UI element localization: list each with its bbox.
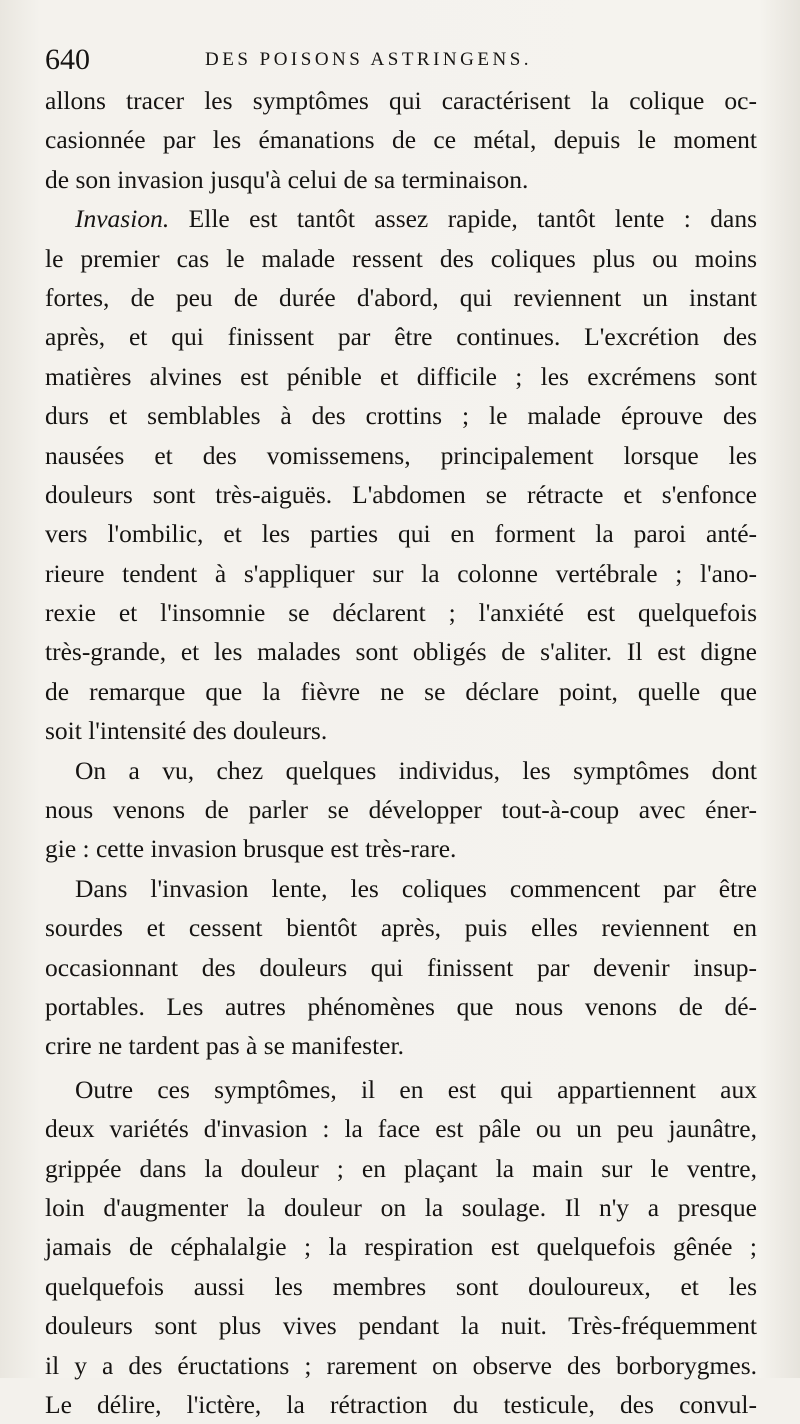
text-line: grippée dans la douleur ; en plaçant la main sur le ventre, (45, 1153, 757, 1183)
text-line: nous venons de parler se développer tout-à-coup avec éner- (45, 795, 757, 825)
text-line: allons tracer les symptômes qui caractérisent la colique oc- (45, 86, 757, 115)
text-line: crire ne tardent pas à se manifester. (45, 1031, 404, 1061)
text-line: loin d'augmenter la douleur on la soulage. Il n'y a presque (45, 1192, 757, 1222)
text-line: il y a des éructations ; rarement on observe des borborygmes. (45, 1350, 757, 1380)
paragraph-invasion-first-line (45, 199, 757, 238)
text-line: très-grande, et les malades sont obligés de s'aliter. Il est digne (45, 637, 757, 667)
text-line: Outre ces symptômes, il en est qui appartiennent aux (75, 1074, 757, 1104)
text-line: durs et semblables à des crottins ; le malade éprouve des (45, 401, 757, 431)
running-title: DES POISONS ASTRINGENS. (205, 49, 533, 70)
text-line: Le délire, l'ictère, la rétraction du testicule, des convul- (45, 1389, 757, 1419)
text-line: douleurs sont très-aiguës. L'abdomen se rétracte et s'enfonce (45, 479, 757, 509)
text-line: rexie et l'insomnie se déclarent ; l'anxiété est quelquefois (45, 598, 757, 628)
text-line: gie : cette invasion brusque est très-rare. (45, 834, 457, 864)
text-line: quelquefois aussi les membres sont douloureux, et les (45, 1271, 757, 1301)
text-line: portables. Les autres phénomènes que nous venons de dé- (45, 991, 757, 1021)
section-heading-invasion: Invasion. (75, 204, 170, 234)
text-line: douleurs sont plus vives pendant la nuit. Très-fréquemment (45, 1311, 757, 1341)
text-fragment: Elle est tantôt assez rapide, tantôt lente : dans (188, 204, 758, 234)
text-line: après, et qui finissent par être continues. L'excrétion des (45, 322, 757, 352)
text-line: nausées et des vomissemens, principalement lorsque les (45, 440, 757, 470)
text-line: vers l'ombilic, et les parties qui en forment la paroi anté- (45, 519, 757, 549)
text-line: de son invasion jusqu'à celui de sa terminaison. (45, 164, 529, 194)
page-body-text (45, 81, 757, 1424)
text-line: jamais de céphalalgie ; la respiration est quelquefois gênée ; (45, 1232, 757, 1262)
page-number: 640 (45, 43, 90, 76)
text-line: deux variétés d'invasion : la face est pâle ou un peu jaunâtre, (45, 1114, 757, 1144)
text-line: soit l'intensité des douleurs. (45, 716, 328, 746)
text-line: casionnée par les émanations de ce métal, depuis le moment (45, 125, 757, 155)
text-line: Dans l'invasion lente, les coliques commencent par être (75, 873, 757, 903)
text-line: fortes, de peu de durée d'abord, qui reviennent un instant (45, 282, 757, 312)
text-line: de remarque que la fièvre ne se déclare point, quelle que (45, 676, 757, 706)
page-header (45, 38, 760, 82)
text-line: matières alvines est pénible et difficile ; les excrémens sont (45, 361, 757, 391)
text-line: occasionnant des douleurs qui finissent par devenir insup- (45, 952, 757, 982)
text-line: le premier cas le malade ressent des coliques plus ou moins (45, 243, 757, 273)
text-line: On a vu, chez quelques individus, les symptômes dont (75, 755, 757, 785)
text-line: rieure tendent à s'appliquer sur la colonne vertébrale ; l'ano- (45, 558, 757, 588)
text-line: sourdes et cessent bientôt après, puis elles reviennent en (45, 913, 757, 943)
